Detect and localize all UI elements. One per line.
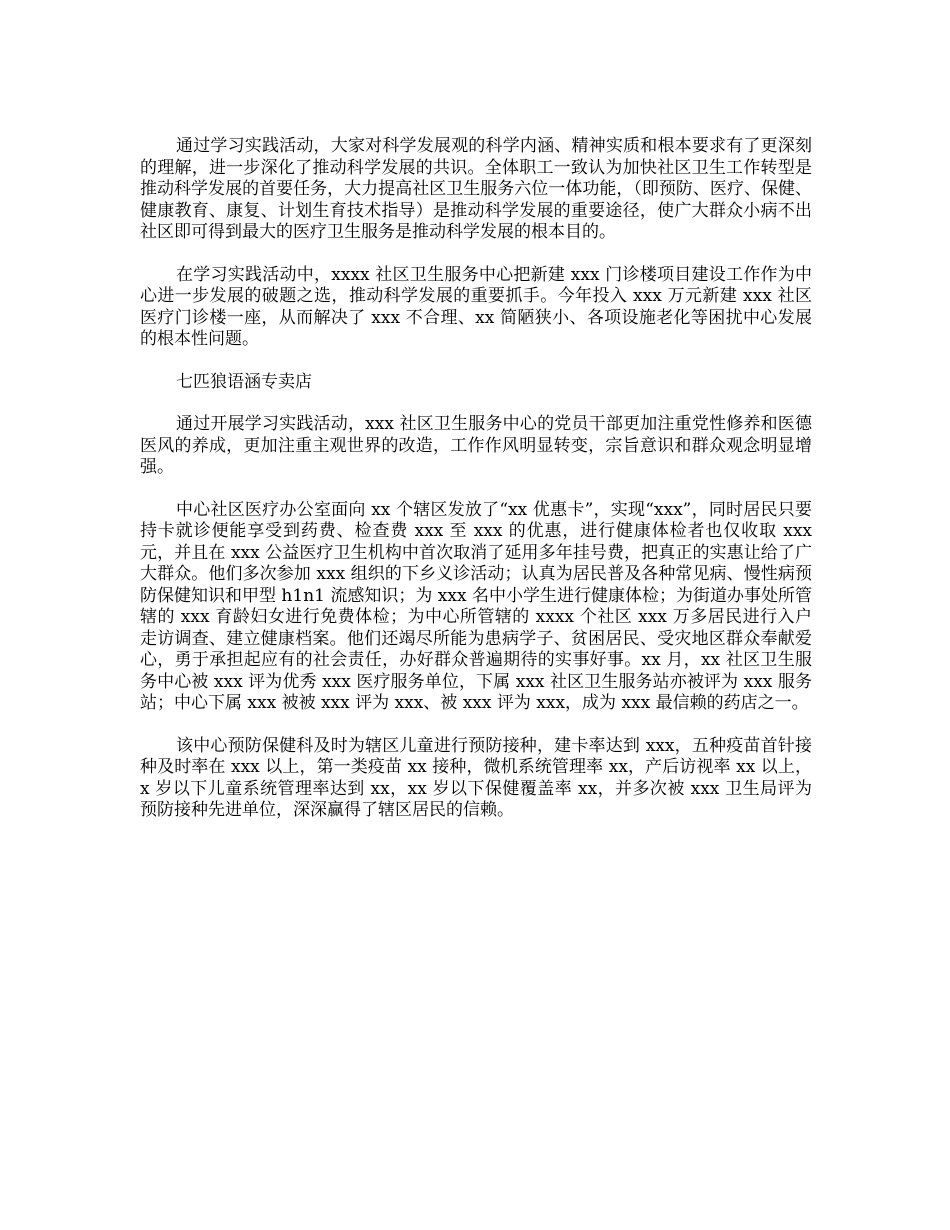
paragraph-stray-line: 七匹狼语涵专卖店: [176, 371, 312, 392]
paragraph-clinic-building: 在学习实践活动中，xxxx 社区卫生服务中心把新建 xxx 门诊楼项目建设工作作为中心进一步发展的破题之选，推动科学发展的重要抓手。今年投入 xxx 万元新建 xxx 社区医疗门诊楼一座，从而解决了 xxx 不合理、xx 简陋狭小、各项设施老化等困扰中心发展的根本性问题。: [140, 264, 812, 349]
paragraph-learning-outcomes: 通过学习实践活动，大家对科学发展观的科学内涵、精神实质和根本要求有了更深刻的理解，进一步深化了推动科学发展的共识。全体职工一致认为加快社区卫生工作转型是推动科学发展的首要任务，大力提高社区卫生服务六位一体功能，（即预防、医疗、保健、健康教育、康复、计划生育技术指导）是推动科学发展的重要途径，使广大群众小病不出社区即可得到最大的医疗卫生服务是推动科学发展的根本目的。: [140, 136, 812, 242]
paragraph-party-conduct: 通过开展学习实践活动，xxx 社区卫生服务中心的党员干部更加注重党性修养和医德医风的养成，更加注重主观世界的改造，工作作风明显转变，宗旨意识和群众观念明显增强。: [140, 414, 812, 477]
paragraph-vaccination: 该中心预防保健科及时为辖区儿童进行预防接种，建卡率达到 xxx，五种疫苗首针接种及时率在 xxx 以上，第一类疫苗 xx 接种，微机系统管理率 xx，产后访视率 xx 以上，x 岁以下儿童系统管理率达到 xx，xx 岁以下保健覆盖率 xx，并多次被 xxx 卫生局评为预防接种先进单位，深深赢得了辖区居民的信赖。: [140, 735, 812, 820]
paragraph-community-services: 中心社区医疗办公室面向 xx 个辖区发放了“xx 优惠卡”，实现“xxx”，同时居民只要持卡就诊便能享受到药费、检查费 xxx 至 xxx 的优惠，进行健康体检者也仅收取 xxx 元，并且在 xxx 公益医疗卫生机构中首次取消了延用多年挂号费，把真正的实惠让给了广大群众。他们多次参加 xxx 组织的下乡义诊活动；认真为居民普及各种常见病、慢性病预防保健知识和甲型 h1n1 流感知识；为 xxx 名中小学生进行健康体检；为街道办事处所管辖的 xxx 育龄妇女进行免费体检；为中心所管辖的 xxxx 个社区 xxx 万多居民进行入户走访调查、建立健康档案。他们还竭尽所能为患病学子、贫困居民、受灾地区群众奉献爱心，勇于承担起应有的社会责任，办好群众普遍期待的实事好事。xx 月，xx 社区卫生服务中心被 xxx 评为优秀 xxx 医疗服务单位，下属 xxx 社区卫生服务站亦被评为 xxx 服务站；中心下属 xxx 被被 xxx 评为 xxx、被 xxx 评为 xxx，成为 xxx 最信赖的药店之一。: [140, 499, 812, 713]
document-body: [140, 136, 812, 843]
